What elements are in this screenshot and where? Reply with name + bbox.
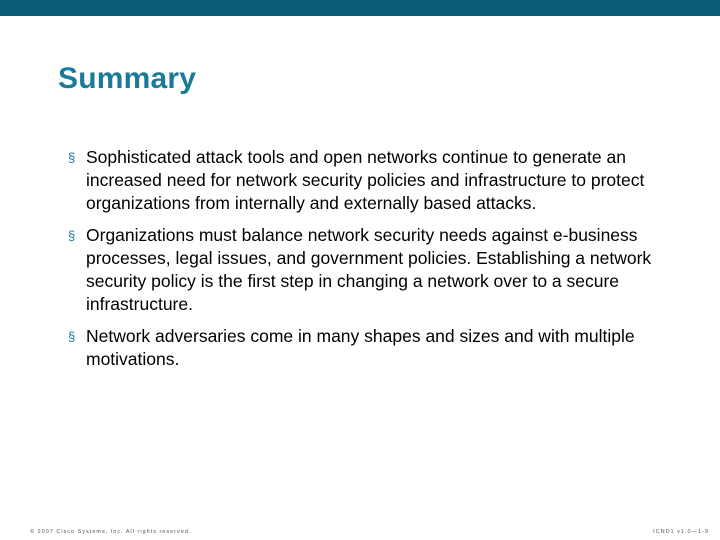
footer-page-number: ICND1 v1.0—1-9: [653, 529, 709, 535]
bullet-list: [68, 146, 668, 380]
bullet-text: Network adversaries come in many shapes and sizes and with multiple motivations.: [86, 326, 635, 369]
bullet-marker-icon: §: [68, 228, 76, 243]
top-banner-bar: [0, 0, 720, 16]
slide-title: Summary: [58, 62, 197, 95]
bullet-marker-icon: §: [68, 150, 76, 165]
bullet-text: Sophisticated attack tools and open networks continue to generate an increased need for network security policies and infrastructure to protect organizations from internally and externally based attacks.: [86, 147, 645, 213]
bullet-item: [68, 146, 668, 215]
bullet-item: [68, 325, 668, 371]
bullet-text: Organizations must balance network security needs against e-business processes, legal issues, and government policies. Establishing a network security policy is the first step in changing a network over to a secure infrastructure.: [86, 225, 652, 314]
bullet-item: [68, 224, 668, 316]
footer-copyright: © 2007 Cisco Systems, Inc. All rights reserved.: [30, 529, 192, 535]
bullet-marker-icon: §: [68, 329, 76, 344]
